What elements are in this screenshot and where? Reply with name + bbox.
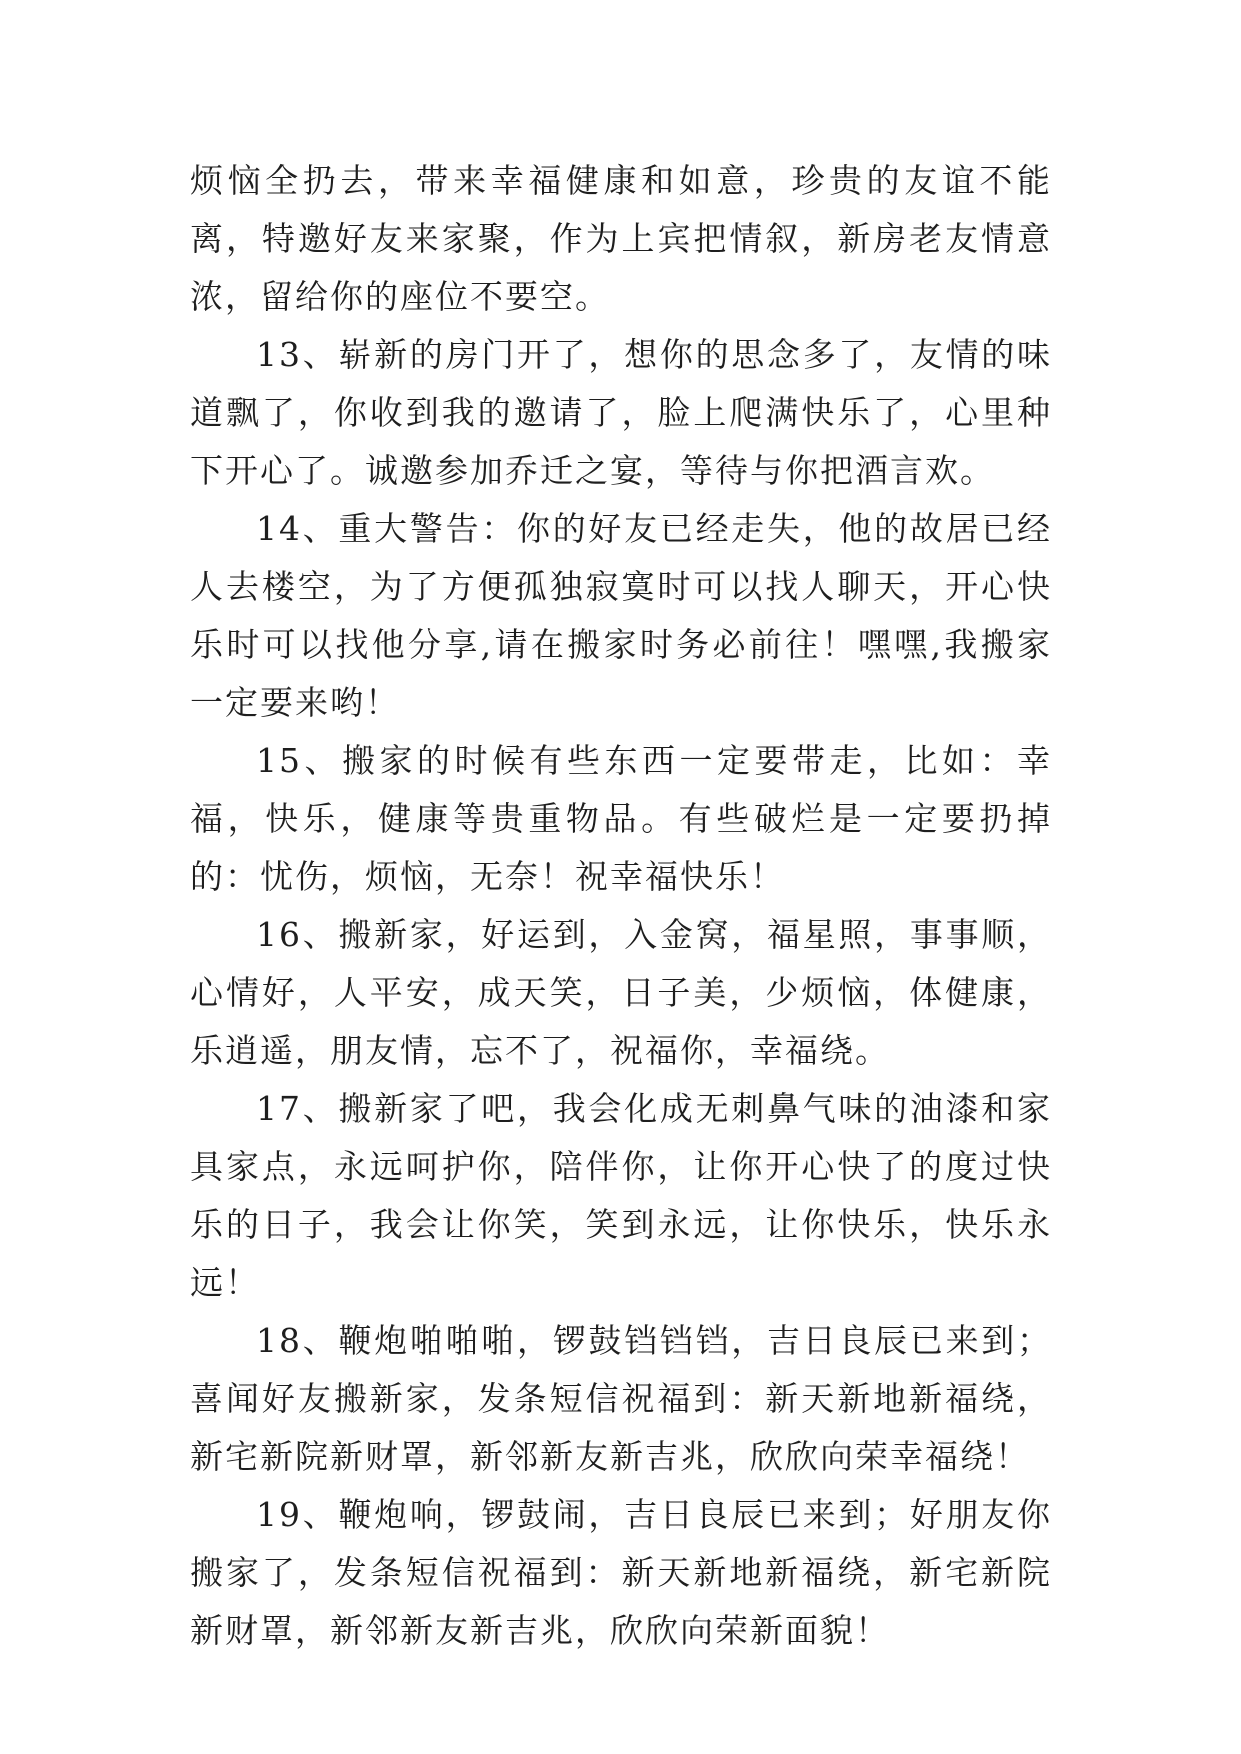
paragraph-continuation: 烦恼全扔去，带来幸福健康和如意，珍贵的友谊不能离，特邀好友来家聚，作为上宾把情叙，新房老友情意浓，留给你的座位不要空。: [190, 161, 1052, 316]
paragraph-18: 18、鞭炮啪啪啪，锣鼓铛铛铛，吉日良辰已来到；喜闻好友搬新家，发条短信祝福到：新天新地新福绕，新宅新院新财罩，新邻新友新吉兆，欣欣向荣幸福绕！: [190, 1321, 1052, 1476]
document-body: [190, 152, 1052, 1660]
paragraph-13: 13、崭新的房门开了，想你的思念多了，友情的味道飘了，你收到我的邀请了，脸上爬满快乐了，心里种下开心了。诚邀参加乔迁之宴，等待与你把酒言欢。: [190, 335, 1052, 490]
paragraph-17: 17、搬新家了吧，我会化成无刺鼻气味的油漆和家具家点，永远呵护你，陪伴你，让你开心快了的度过快乐的日子，我会让你笑，笑到永远，让你快乐，快乐永远！: [190, 1089, 1052, 1302]
paragraph-19: 19、鞭炮响，锣鼓闹，吉日良辰已来到；好朋友你搬家了，发条短信祝福到：新天新地新福绕，新宅新院新财罩，新邻新友新吉兆，欣欣向荣新面貌！: [190, 1495, 1052, 1650]
paragraph-16: 16、搬新家，好运到，入金窝，福星照，事事顺，心情好，人平安，成天笑，日子美，少烦恼，体健康，乐逍遥，朋友情，忘不了，祝福你，幸福绕。: [190, 915, 1052, 1070]
paragraph-15: 15、搬家的时候有些东西一定要带走，比如：幸福，快乐，健康等贵重物品。有些破烂是一定要扔掉的：忧伤，烦恼，无奈！祝幸福快乐！: [190, 741, 1052, 896]
paragraph-14: 14、重大警告：你的好友已经走失，他的故居已经人去楼空，为了方便孤独寂寞时可以找人聊天，开心快乐时可以找他分享,请在搬家时务必前往！嘿嘿,我搬家一定要来哟！: [190, 509, 1052, 722]
